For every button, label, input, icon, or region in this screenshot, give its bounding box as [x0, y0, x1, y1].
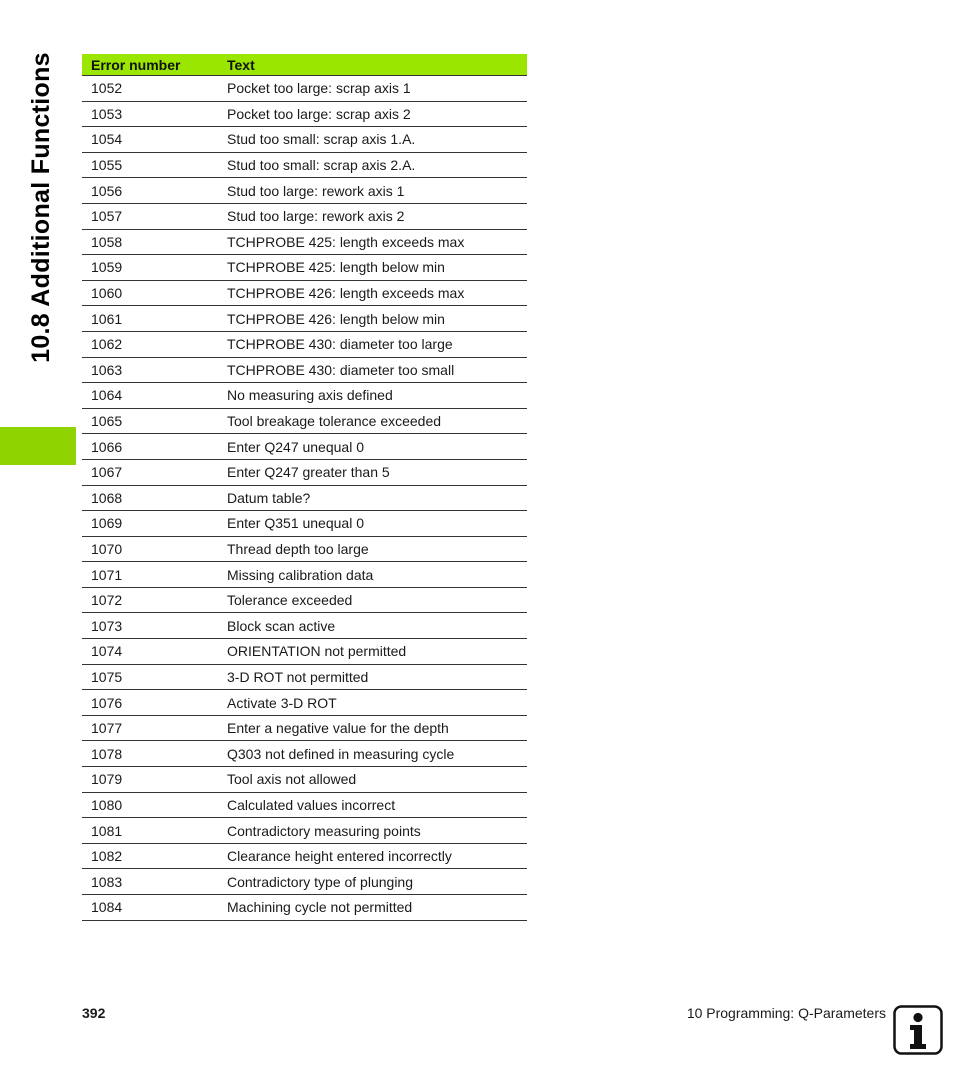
error-text-cell: Stud too small: scrap axis 1.A.: [218, 127, 527, 153]
error-text-cell: Stud too large: rework axis 2: [218, 203, 527, 229]
page-number: 392: [82, 1005, 106, 1021]
error-number-cell: 1077: [82, 715, 218, 741]
table-row: [82, 818, 527, 844]
error-text-cell: Enter Q247 greater than 5: [218, 459, 527, 485]
table-row: [82, 664, 527, 690]
error-number-cell: 1069: [82, 511, 218, 537]
table-row: [82, 485, 527, 511]
error-number-cell: 1067: [82, 459, 218, 485]
table-row: [82, 152, 527, 178]
error-text-cell: TCHPROBE 425: length below min: [218, 255, 527, 281]
error-text-cell: Enter Q351 unequal 0: [218, 511, 527, 537]
error-text-cell: ORIENTATION not permitted: [218, 639, 527, 665]
error-text-cell: Enter Q247 unequal 0: [218, 434, 527, 460]
error-number-cell: 1066: [82, 434, 218, 460]
table-row: [82, 459, 527, 485]
error-number-cell: 1062: [82, 331, 218, 357]
table-row: [82, 792, 527, 818]
chapter-title: 10 Programming: Q-Parameters: [686, 1005, 886, 1021]
info-icon: [893, 1005, 943, 1055]
error-number-cell: 1068: [82, 485, 218, 511]
error-text-cell: Tool axis not allowed: [218, 767, 527, 793]
error-text-cell: Pocket too large: scrap axis 2: [218, 101, 527, 127]
error-number-cell: 1081: [82, 818, 218, 844]
table-row: [82, 869, 527, 895]
error-text-cell: Tolerance exceeded: [218, 587, 527, 613]
error-number-cell: 1078: [82, 741, 218, 767]
error-number-cell: 1073: [82, 613, 218, 639]
error-text-cell: Clearance height entered incorrectly: [218, 843, 527, 869]
table-body: [82, 76, 527, 921]
error-text-cell: Thread depth too large: [218, 536, 527, 562]
error-text-cell: Datum table?: [218, 485, 527, 511]
error-text-cell: 3-D ROT not permitted: [218, 664, 527, 690]
error-text-cell: TCHPROBE 426: length below min: [218, 306, 527, 332]
error-number-cell: 1053: [82, 101, 218, 127]
error-number-cell: 1070: [82, 536, 218, 562]
error-number-cell: 1074: [82, 639, 218, 665]
table-row: [82, 280, 527, 306]
error-number-cell: 1080: [82, 792, 218, 818]
table-row: [82, 536, 527, 562]
error-text-cell: TCHPROBE 430: diameter too small: [218, 357, 527, 383]
error-number-cell: 1064: [82, 383, 218, 409]
error-number-cell: 1061: [82, 306, 218, 332]
table-row: [82, 76, 527, 102]
table-row: [82, 767, 527, 793]
error-number-cell: 1063: [82, 357, 218, 383]
table-row: [82, 715, 527, 741]
table-row: [82, 843, 527, 869]
table-row: [82, 306, 527, 332]
table-row: [82, 895, 527, 921]
error-text-cell: Block scan active: [218, 613, 527, 639]
table-row: [82, 690, 527, 716]
error-number-cell: 1060: [82, 280, 218, 306]
error-number-cell: 1079: [82, 767, 218, 793]
error-text-cell: No measuring axis defined: [218, 383, 527, 409]
header-error-number: Error number: [82, 54, 218, 76]
table-row: [82, 511, 527, 537]
table-row: [82, 741, 527, 767]
error-number-cell: 1052: [82, 76, 218, 102]
error-number-cell: 1057: [82, 203, 218, 229]
error-text-cell: TCHPROBE 425: length exceeds max: [218, 229, 527, 255]
error-number-cell: 1065: [82, 408, 218, 434]
error-number-cell: 1059: [82, 255, 218, 281]
error-number-cell: 1082: [82, 843, 218, 869]
table-row: [82, 357, 527, 383]
table-row: [82, 408, 527, 434]
error-text-cell: Activate 3-D ROT: [218, 690, 527, 716]
error-number-cell: 1072: [82, 587, 218, 613]
header-text: Text: [218, 54, 527, 76]
table-row: [82, 178, 527, 204]
section-title-text: 10.8 Additional Functions: [26, 51, 55, 363]
table-row: [82, 383, 527, 409]
error-text-cell: TCHPROBE 430: diameter too large: [218, 331, 527, 357]
chapter-tab-marker: [0, 427, 76, 465]
error-number-cell: 1054: [82, 127, 218, 153]
table-row: [82, 434, 527, 460]
section-title: [20, 52, 62, 362]
error-number-cell: 1083: [82, 869, 218, 895]
table-row: [82, 587, 527, 613]
error-number-cell: 1084: [82, 895, 218, 921]
table-header-row: [82, 54, 527, 76]
error-text-cell: Contradictory type of plunging: [218, 869, 527, 895]
error-number-cell: 1056: [82, 178, 218, 204]
error-text-cell: Missing calibration data: [218, 562, 527, 588]
error-text-cell: Machining cycle not permitted: [218, 895, 527, 921]
error-text-cell: Calculated values incorrect: [218, 792, 527, 818]
table-row: [82, 229, 527, 255]
table-row: [82, 127, 527, 153]
error-number-cell: 1058: [82, 229, 218, 255]
table-row: [82, 331, 527, 357]
error-text-cell: Stud too small: scrap axis 2.A.: [218, 152, 527, 178]
error-text-cell: Enter a negative value for the depth: [218, 715, 527, 741]
table-row: [82, 203, 527, 229]
table-row: [82, 639, 527, 665]
error-text-cell: Tool breakage tolerance exceeded: [218, 408, 527, 434]
table-row: [82, 562, 527, 588]
table-row: [82, 101, 527, 127]
error-text-cell: Pocket too large: scrap axis 1: [218, 76, 527, 102]
error-text-cell: Stud too large: rework axis 1: [218, 178, 527, 204]
error-text-cell: Contradictory measuring points: [218, 818, 527, 844]
error-table: [82, 54, 527, 921]
error-number-cell: 1076: [82, 690, 218, 716]
error-text-cell: Q303 not defined in measuring cycle: [218, 741, 527, 767]
error-number-cell: 1071: [82, 562, 218, 588]
table-row: [82, 613, 527, 639]
error-text-cell: TCHPROBE 426: length exceeds max: [218, 280, 527, 306]
error-number-cell: 1075: [82, 664, 218, 690]
error-number-cell: 1055: [82, 152, 218, 178]
table-row: [82, 255, 527, 281]
